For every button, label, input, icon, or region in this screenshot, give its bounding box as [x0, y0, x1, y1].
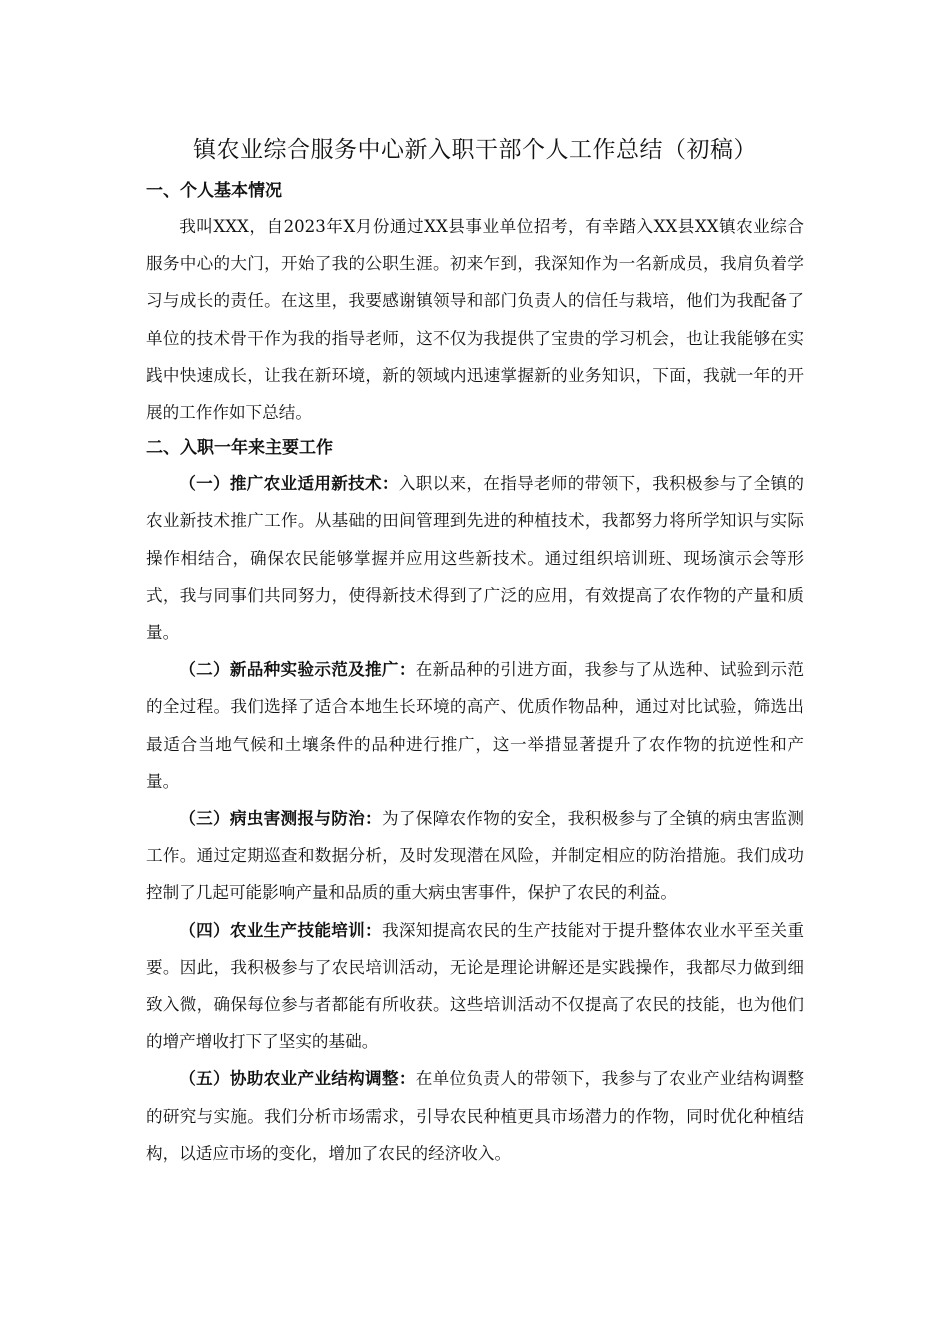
document-title: 镇农业综合服务中心新入职干部个人工作总结（初稿）	[193, 137, 757, 163]
work-item-lead: （三）病虫害测报与防治：	[179, 808, 382, 829]
section-heading-main-work: 二、入职一年来主要工作	[146, 438, 333, 459]
work-item-2	[146, 651, 804, 800]
paragraph-personal-info: 我叫XXX，自2023年X月份通过XX县事业单位招考，有幸踏入XX县XX镇农业综合服务中心的大门，开始了我的公职生涯。初来乍到，我深知作为一名新成员，我肩负着学习与成长的责任。在这里，我要感谢镇领导和部门负责人的信任与栽培，他们为我配备了单位的技术骨干作为我的指导老师，这不仅为我提供了宝贵的学习机会，也让我能够在实践中快速成长，让我在新环境，新的领域内迅速掌握新的业务知识，下面，我就一年的开展的工作作如下总结。	[146, 217, 804, 423]
work-item-text: 为了保障农作物的安全，我积极参与了全镇的病虫害监测工作。通过定期巡查和数据分析，及时发现潜在风险，并制定相应的防治措施。我们成功控制了几起可能影响产量和品质的重大病虫害事件，保护了农民的利益。	[146, 809, 805, 903]
work-item-4	[146, 912, 804, 1061]
work-item-lead: （五）协助农业产业结构调整：	[179, 1068, 416, 1089]
work-item-lead: （二）新品种实验示范及推广：	[179, 659, 416, 680]
work-item-text: 入职以来，在指导老师的带领下，我积极参与了全镇的农业新技术推广工作。从基础的田间管理到先进的种植技术，我都努力将所学知识与实际操作相结合，确保农民能够掌握并应用这些新技术。通过组织培训班、现场演示会等形式，我与同事们共同努力，使得新技术得到了广泛的应用，有效提高了农作物的产量和质量。	[146, 474, 805, 643]
work-item-text: 在新品种的引进方面，我参与了从选种、试验到示范的全过程。我们选择了适合本地生长环境的高产、优质作物品种，通过对比试验，筛选出最适合当地气候和土壤条件的品种进行推广，这一举措显著提升了农作物的抗逆性和产量。	[146, 660, 805, 791]
work-item-1	[146, 465, 804, 651]
work-item-5	[146, 1060, 804, 1172]
work-item-3	[146, 800, 804, 912]
work-item-lead: （四）农业生产技能培训：	[179, 919, 382, 940]
work-item-text: 我深知提高农民的生产技能对于提升整体农业水平至关重要。因此，我积极参与了农民培训活动，无论是理论讲解还是实践操作，我都尽力做到细致入微，确保每位参与者都能有所收获。这些培训活动不仅提高了农民的技能，也为他们的增产增收打下了坚实的基础。	[146, 920, 805, 1052]
section-heading-personal-info: 一、个人基本情况	[146, 181, 282, 201]
work-item-lead: （一）推广农业适用新技术：	[179, 473, 399, 494]
document-page	[146, 130, 804, 1172]
work-item-text: 在单位负责人的带领下，我参与了农业产业结构调整的研究与实施。我们分析市场需求，引导农民种植更具市场潜力的作物，同时优化种植结构，以适应市场的变化，增加了农民的经济收入。	[146, 1069, 805, 1163]
